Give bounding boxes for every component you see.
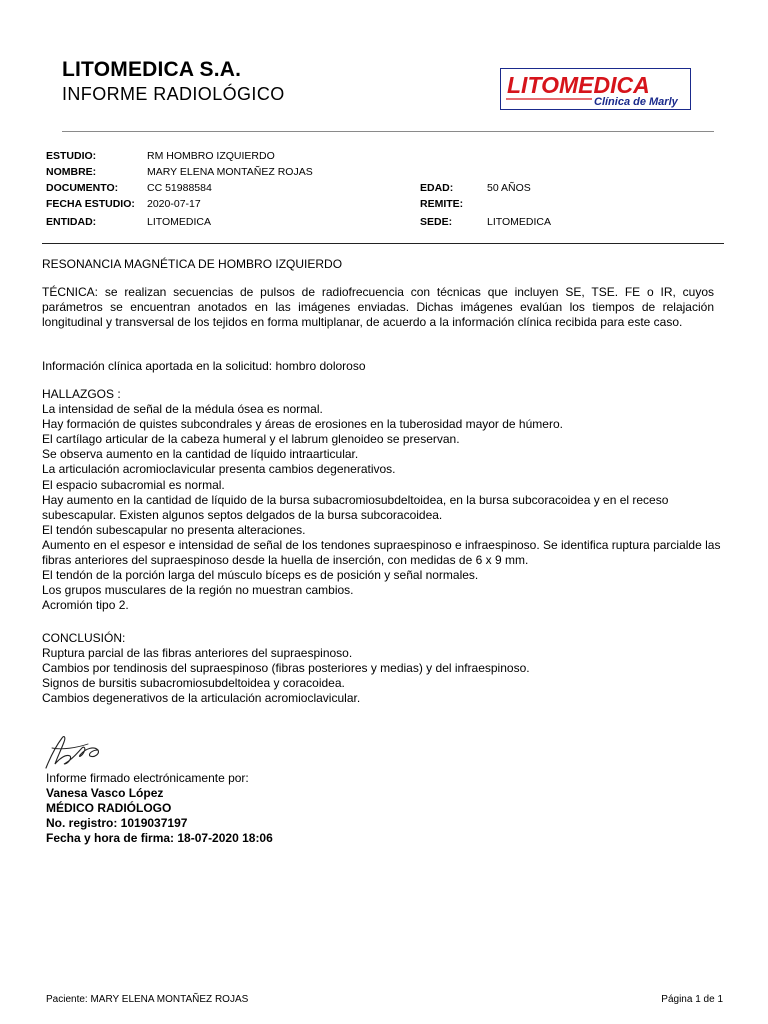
finding-item: La articulación acromioclavicular presenta cambios degenerativos. (42, 462, 396, 477)
report-title: RESONANCIA MAGNÉTICA DE HOMBRO IZQUIERDO (42, 257, 343, 271)
nombre-value: MARY ELENA MONTAÑEZ ROJAS (147, 166, 313, 178)
estudio-value: RM HOMBRO IZQUIERDO (147, 150, 275, 162)
company-name: LITOMEDICA S.A. (62, 58, 242, 81)
sede-label: SEDE: (420, 216, 453, 228)
finding-item: El tendón subescapular no presenta alteraciones. (42, 522, 306, 537)
conclusion-title: CONCLUSIÓN: (42, 631, 126, 645)
edad-value: 50 AÑOS (487, 182, 531, 194)
documento-label: DOCUMENTO: (46, 182, 119, 194)
finding-item: Se observa aumento en la cantidad de líquido intraarticular. (42, 447, 359, 462)
litomedica-logo (500, 68, 691, 110)
fecha-estudio-value: 2020-07-17 (147, 198, 201, 210)
finding-item: Aumento en el espesor e intensidad de señal de los tendones supraespinoso e infraespinoso. Se identifica ruptura parcialde las fibras anteriores del supraespinoso desde la huella de inserción, con medidas de 6 x 9 mm. (42, 537, 721, 568)
handwritten-signature (42, 728, 108, 776)
header-divider (62, 131, 714, 132)
edad-label: EDAD: (420, 182, 454, 194)
nombre-label: NOMBRE: (46, 166, 97, 178)
entidad-value: LITOMEDICA (147, 216, 211, 228)
signer-name: Vanesa Vasco López (46, 786, 164, 800)
finding-item: Los grupos musculares de la región no muestran cambios. (42, 583, 354, 598)
finding-item: El cartílago articular de la cabeza humeral y el labrum glenoideo se preservan. (42, 432, 460, 447)
remite-label: REMITE: (420, 198, 464, 210)
finding-item: La intensidad de señal de la médula ósea es normal. (42, 402, 323, 417)
signer-title: MÉDICO RADIÓLOGO (46, 801, 172, 815)
findings-section (42, 387, 732, 613)
footer-patient: Paciente: MARY ELENA MONTAÑEZ ROJAS (46, 994, 249, 1005)
conclusion-item: Cambios por tendinosis del supraespinoso (fibras posteriores y medias) y del infraespinoso. (42, 661, 530, 676)
findings-title: HALLAZGOS : (42, 387, 121, 401)
estudio-label: ESTUDIO: (46, 150, 97, 162)
signature-date: Fecha y hora de firma: 18-07-2020 18:06 (46, 831, 273, 845)
technique-paragraph: TÉCNICA: se realizan secuencias de pulsos de radiofrecuencia con técnicas que incluyen SE, TSE. FE o IR, cuyos parámetros se encuentran anotados en las imágenes enviadas. Dichas imágenes evalúan los tiempos de relajación longitudinal y transversal de los tejidos en forma multiplanar, de acuerdo a la información clínica recibida para este caso. (42, 285, 714, 330)
finding-item: Acromión tipo 2. (42, 598, 129, 613)
finding-item: Hay aumento en la cantidad de líquido de la bursa subacromiosubdeltoidea, en la bursa subcoracoidea y en el receso subescapular. Existen algunos septos delgados de la bursa subcoracoidea. (42, 492, 669, 522)
logo-subtext: Clínica de Marly (594, 96, 678, 108)
signer-block (46, 771, 273, 846)
conclusion-section (42, 631, 732, 706)
footer-page-number: Página 1 de 1 (661, 994, 723, 1005)
sede-value: LITOMEDICA (487, 216, 551, 228)
report-type: INFORME RADIOLÓGICO (62, 84, 285, 104)
finding-item: Hay formación de quistes subcondrales y áreas de erosiones en la tuberosidad mayor de húmero. (42, 417, 563, 432)
finding-item: El tendón de la porción larga del músculo bíceps es de posición y señal normales. (42, 568, 479, 583)
logo-text: LITOMEDICA (507, 72, 650, 98)
info-divider (42, 243, 724, 244)
signed-by-label: Informe firmado electrónicamente por: (46, 771, 249, 785)
conclusion-item: Cambios degenerativos de la articulación acromioclavicular. (42, 691, 361, 706)
signer-registry: No. registro: 1019037197 (46, 816, 188, 830)
conclusion-item: Ruptura parcial de las fibras anteriores del supraespinoso. (42, 646, 353, 661)
conclusion-item: Signos de bursitis subacromiosubdeltoidea y coracoidea. (42, 676, 345, 691)
entidad-label: ENTIDAD: (46, 216, 97, 228)
documento-value: CC 51988584 (147, 182, 212, 194)
fecha-estudio-label: FECHA ESTUDIO: (46, 198, 135, 210)
clinical-info: Información clínica aportada en la solicitud: hombro doloroso (42, 359, 366, 373)
finding-item: El espacio subacromial es normal. (42, 477, 225, 492)
